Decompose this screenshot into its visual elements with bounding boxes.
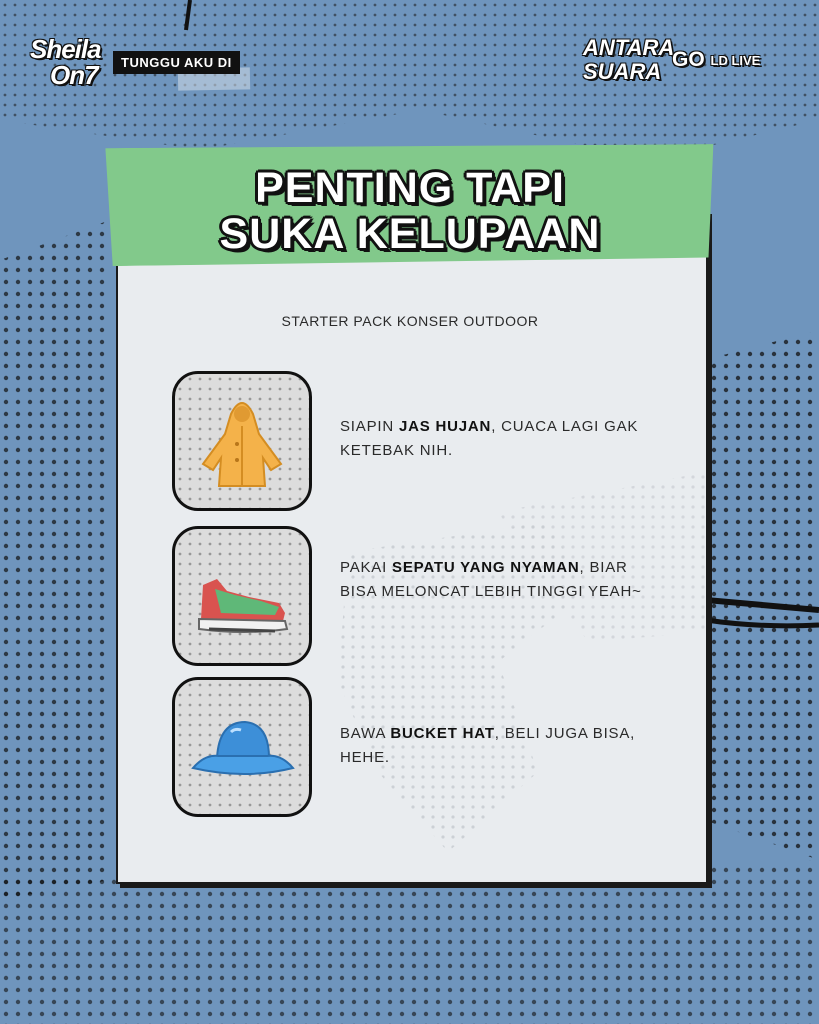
bucket-hat-text-pre: BAWA [340,725,391,742]
raincoat-text-pre: SIAPIN [340,418,399,435]
bucket-hat-icon [175,680,309,814]
raincoat-text [340,415,660,463]
band-logo-line2: On7 [50,60,98,90]
page-title-line2: SUKA KELUPAAN [219,210,601,258]
sneaker-text-post: , BIAR BISA MELONCAT LEBIH TINGGI YEAH~ [340,559,642,600]
list-item-raincoat [172,371,702,511]
list-item-bucket-hat [172,677,702,817]
raincoat-icon [175,374,309,508]
subtitle: STARTER PACK KONSER OUTDOOR [281,313,539,329]
antara-suara-logo [583,35,675,96]
bucket-hat-text [340,722,660,770]
sneaker-icon-frame [172,526,312,666]
raincoat-icon-frame [172,371,312,511]
band-logo [28,34,108,94]
bucket-hat-text-post: , BELI JUGA BISA, HEHE. [340,725,636,766]
golive-sub: LD LIVE [710,52,761,68]
sneaker-text [340,556,660,604]
golive-main: GO [672,48,705,71]
golive-logo [672,48,760,72]
page-title-line1: PENTING TAPI [255,164,565,212]
sneaker-icon [175,529,309,663]
band-logo-line1: Sheila [30,34,101,64]
sneaker-text-bold: SEPATU YANG NYAMAN [392,559,580,576]
header-tag: TUNGGU AKU DI [113,51,240,74]
sneaker-text-pre: PAKAI [340,559,393,576]
antara-suara-line2: SUARA [583,59,662,84]
antara-suara-line1: ANTARA [583,35,675,60]
list-item-sneaker [172,526,702,666]
raincoat-text-post: , CUACA LAGI GAK KETEBAK NIH. [340,418,639,459]
raincoat-text-bold: JAS HUJAN [398,418,492,435]
page-title [116,165,704,257]
bucket-hat-text-bold: BUCKET HAT [390,725,495,742]
bucket-hat-icon-frame [172,677,312,817]
